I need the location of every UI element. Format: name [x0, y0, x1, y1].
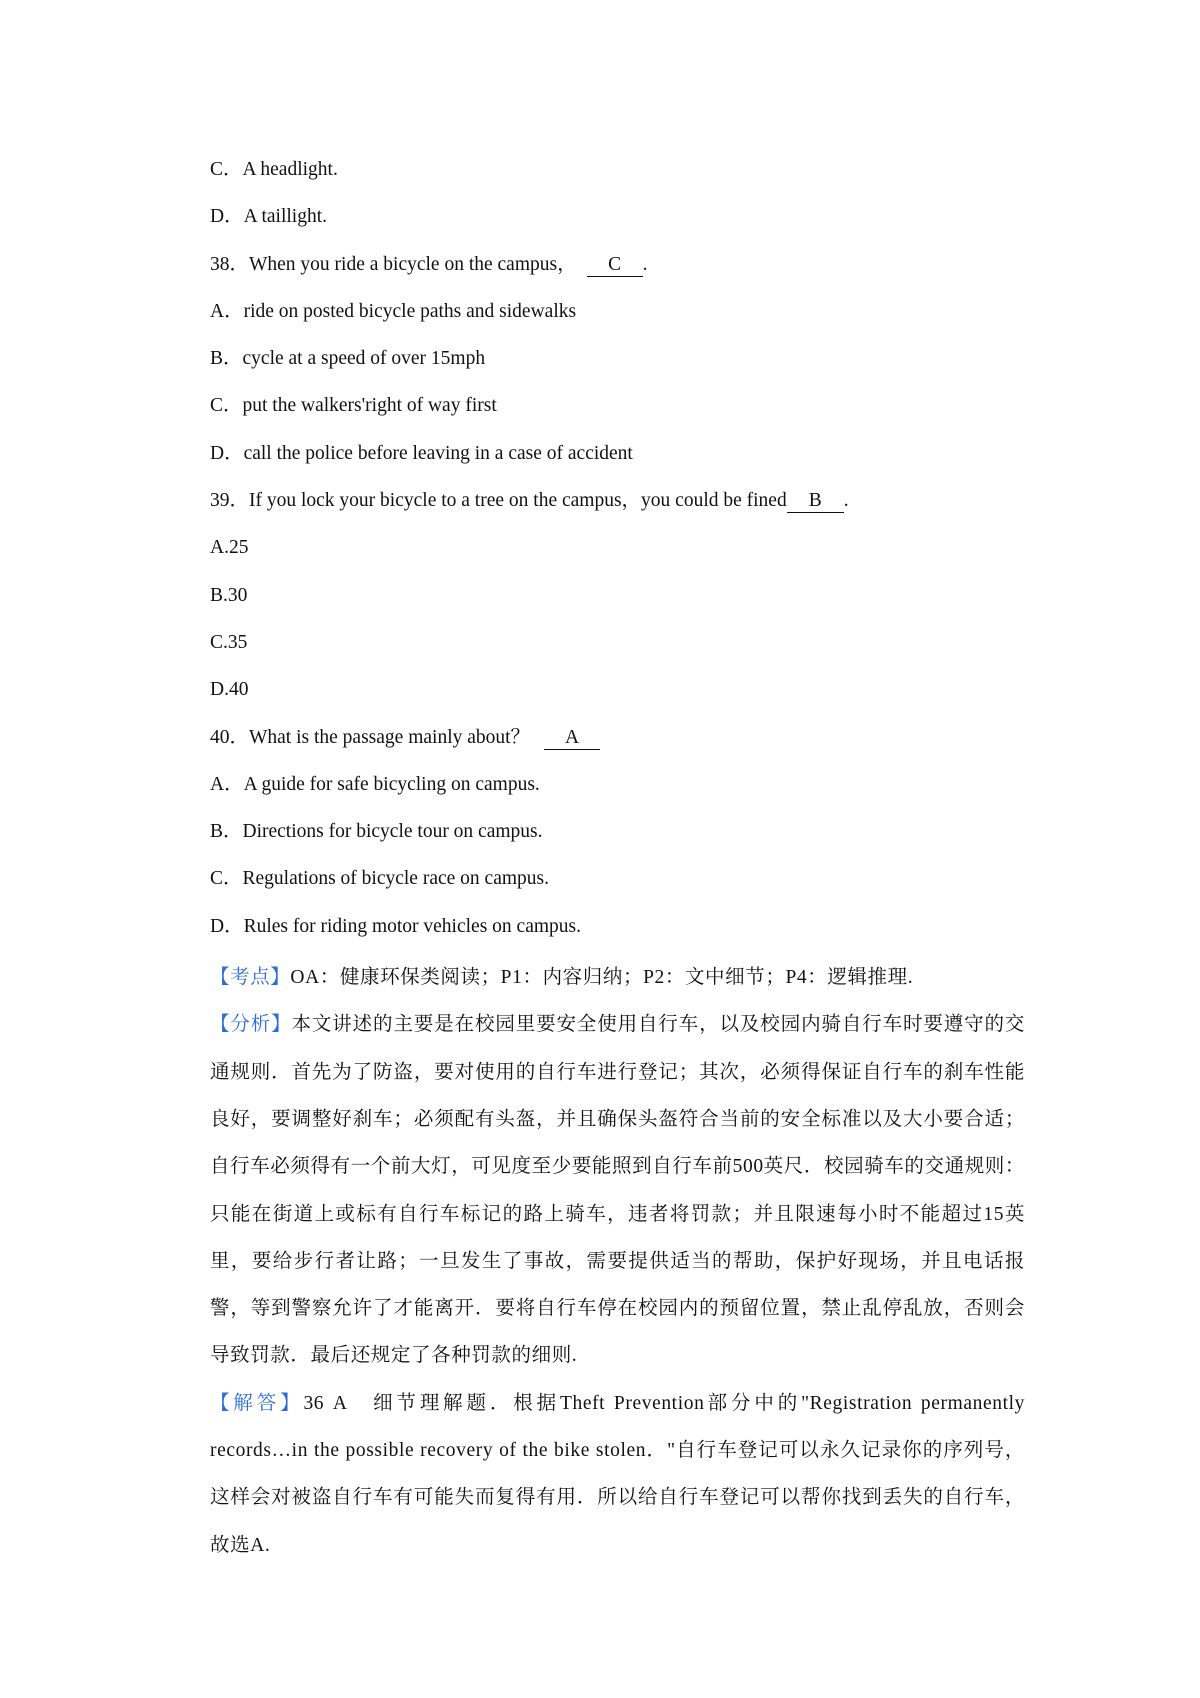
q38-end: . — [642, 253, 648, 275]
q39-stem-line — [210, 481, 1025, 528]
kaodian-paragraph — [210, 954, 1025, 1001]
q40-option-c: C．Regulations of bicycle race on campus. — [210, 868, 549, 890]
jieda-paragraph — [210, 1380, 1025, 1569]
q38-option-c: C．put the walkers'right of way first — [210, 395, 497, 417]
document-page — [210, 150, 1025, 1569]
q38-answer-blank: C — [587, 254, 643, 277]
q38-option-a: A．ride on posted bicycle paths and sidewalks — [210, 300, 577, 322]
q39-option-b: B.30 — [210, 584, 248, 606]
fenxi-paragraph — [210, 1001, 1025, 1379]
q39-option-d: D.40 — [210, 679, 249, 701]
jieda-tag: 【解答】 — [210, 1392, 304, 1414]
q39-stem: 39．If you lock your bicycle to a tree on the campus，you could be fined — [210, 490, 787, 512]
q40-stem-line — [210, 718, 1025, 765]
q40-answer-blank: A — [544, 727, 600, 750]
q38-stem: 38．When you ride a bicycle on the campus， — [210, 253, 577, 275]
q40-option-d: D．Rules for riding motor vehicles on campus. — [210, 915, 581, 937]
fenxi-text: 本文讲述的主要是在校园里要安全使用自行车，以及校园内骑自行车时要遵守的交通规则．首先为了防盗，要对使用的自行车进行登记；其次，必须得保证自行车的刹车性能良好，要调整好刹车；必须配有头盔，并且确保头盔符合当前的安全标准以及大小要合适；自行车必须得有一个前大灯，可见度至少要能照到自行车前500英尺．校园骑车的交通规则：只能在街道上或标有自行车标记的路上骑车，违者将罚款；并且限速每小时不能超过15英里，要给步行者让路；一旦发生了事故，需要提供适当的帮助，保护好现场，并且电话报警，等到警察允许了才能离开．要将自行车停在校园内的预留位置，禁止乱停乱放，否则会导致罚款．最后还规定了各种罚款的细则. — [210, 1014, 1025, 1367]
q37-option-d: D．A taillight. — [210, 206, 328, 228]
q38-option-d: D．call the police before leaving in a case of accident — [210, 442, 633, 464]
q39-end: . — [843, 490, 849, 512]
q40-option-a: A．A guide for safe bicycling on campus. — [210, 773, 540, 795]
q39-answer-blank: B — [787, 490, 844, 513]
q38-option-b: B．cycle at a speed of over 15mph — [210, 348, 486, 370]
q38-stem-line — [210, 245, 1025, 292]
q39-option-c: C.35 — [210, 631, 248, 653]
q40-option-b: B．Directions for bicycle tour on campus. — [210, 821, 543, 843]
kaodian-text: OA：健康环保类阅读；P1：内容归纳；P2：文中细节；P4：逻辑推理. — [290, 967, 914, 989]
fenxi-tag: 【分析】 — [210, 1014, 292, 1036]
kaodian-tag: 【考点】 — [210, 967, 291, 989]
q40-stem: 40．What is the passage mainly about？ — [210, 726, 531, 748]
q37-option-c: C．A headlight. — [210, 159, 338, 180]
jieda-text: 36 A 细节理解题．根据Theft Prevention部分中的"Registration permanently records…in the possible recovery of the bike stolen．"自行车登记可以永久记录你的序列号，这样会对被盗自行车有可能失而复得有用．所以给自行车登记可以帮你找到丢失的自行车，故选A. — [210, 1392, 1025, 1556]
q39-option-a: A.25 — [210, 537, 249, 559]
